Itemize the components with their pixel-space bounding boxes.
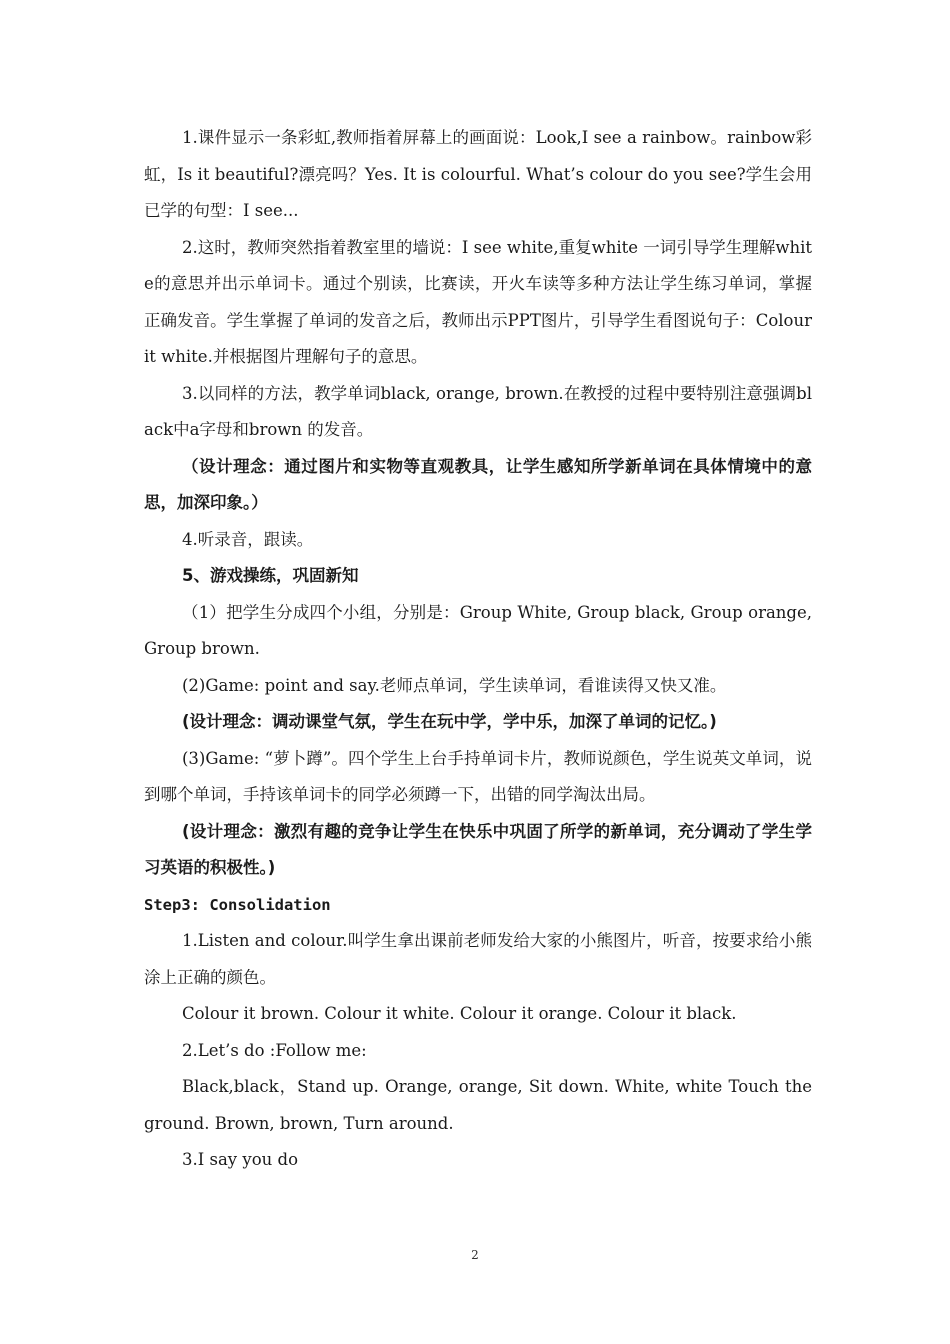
paragraph-listen-repeat: 4.听录音，跟读。 (182, 529, 314, 549)
design-note-1: （设计理念：通过图片和实物等直观教具，让学生感知所学新单词在具体情境中的意思，加深印象。） (144, 456, 812, 512)
design-note-2: (设计理念：调动课堂气氛，学生在玩中学，学中乐，加深了单词的记忆。) (182, 712, 717, 731)
section-heading-games: 5、游戏操练，巩固新知 (182, 566, 359, 585)
paragraph-chant: Black,black，Stand up. Orange, orange, Sit down. White, white Touch the ground. Brown, brown, Turn around. (144, 1077, 812, 1133)
paragraph-point-say: (2)Game: point and say.老师点单词，学生读单词，看谁读得又快又准。 (182, 675, 727, 695)
paragraph-colour-commands: Colour it brown. Colour it white. Colour it orange. Colour it black. (182, 1004, 737, 1023)
page-number: 2 (471, 1248, 479, 1262)
document-body (144, 120, 812, 1179)
paragraph-listen-colour: 1.Listen and colour.叫学生拿出课前老师发给大家的小熊图片，听音，按要求给小熊涂上正确的颜色。 (144, 931, 812, 987)
paragraph-rainbow-intro: 1.课件显示一条彩虹,教师指着屏幕上的画面说：Look,I see a rainbow。rainbow彩虹，Is it beautiful?漂亮吗？Yes. It is colourful. What’s colour do you see?学生会用已学的句型：I see... (144, 128, 812, 220)
paragraph-groups: （1）把学生分成四个小组，分别是：Group White, Group black, Group orange, Group brown. (144, 602, 812, 658)
paragraph-other-colours: 3.以同样的方法，教学单词black, orange, brown.在教授的过程中要特别注意强调black中a字母和brown 的发音。 (144, 383, 812, 439)
paragraph-i-say-you-do: 3.I say you do (182, 1150, 298, 1169)
step3-heading: Step3: Consolidation (144, 895, 331, 914)
design-note-3: (设计理念：激烈有趣的竞争让学生在快乐中巩固了所学的新单词，充分调动了学生学习英语的积极性。) (144, 821, 812, 877)
paragraph-radish-game: (3)Game: “萝卜蹲”。四个学生上台手持单词卡片，教师说颜色，学生说英文单词，说到哪个单词，手持该单词卡的同学必须蹲一下，出错的同学淘汰出局。 (144, 748, 812, 804)
paragraph-white-word: 2.这时，教师突然指着教室里的墙说：I see white,重复white 一词引导学生理解white的意思并出示单词卡。通过个别读，比赛读，开火车读等多种方法让学生练习单词，掌握正确发音。学生掌握了单词的发音之后，教师出示PPT图片，引导学生看图说句子：Colour it white.并根据图片理解句子的意思。 (144, 237, 812, 366)
paragraph-lets-do: 2.Let’s do :Follow me: (182, 1040, 367, 1060)
